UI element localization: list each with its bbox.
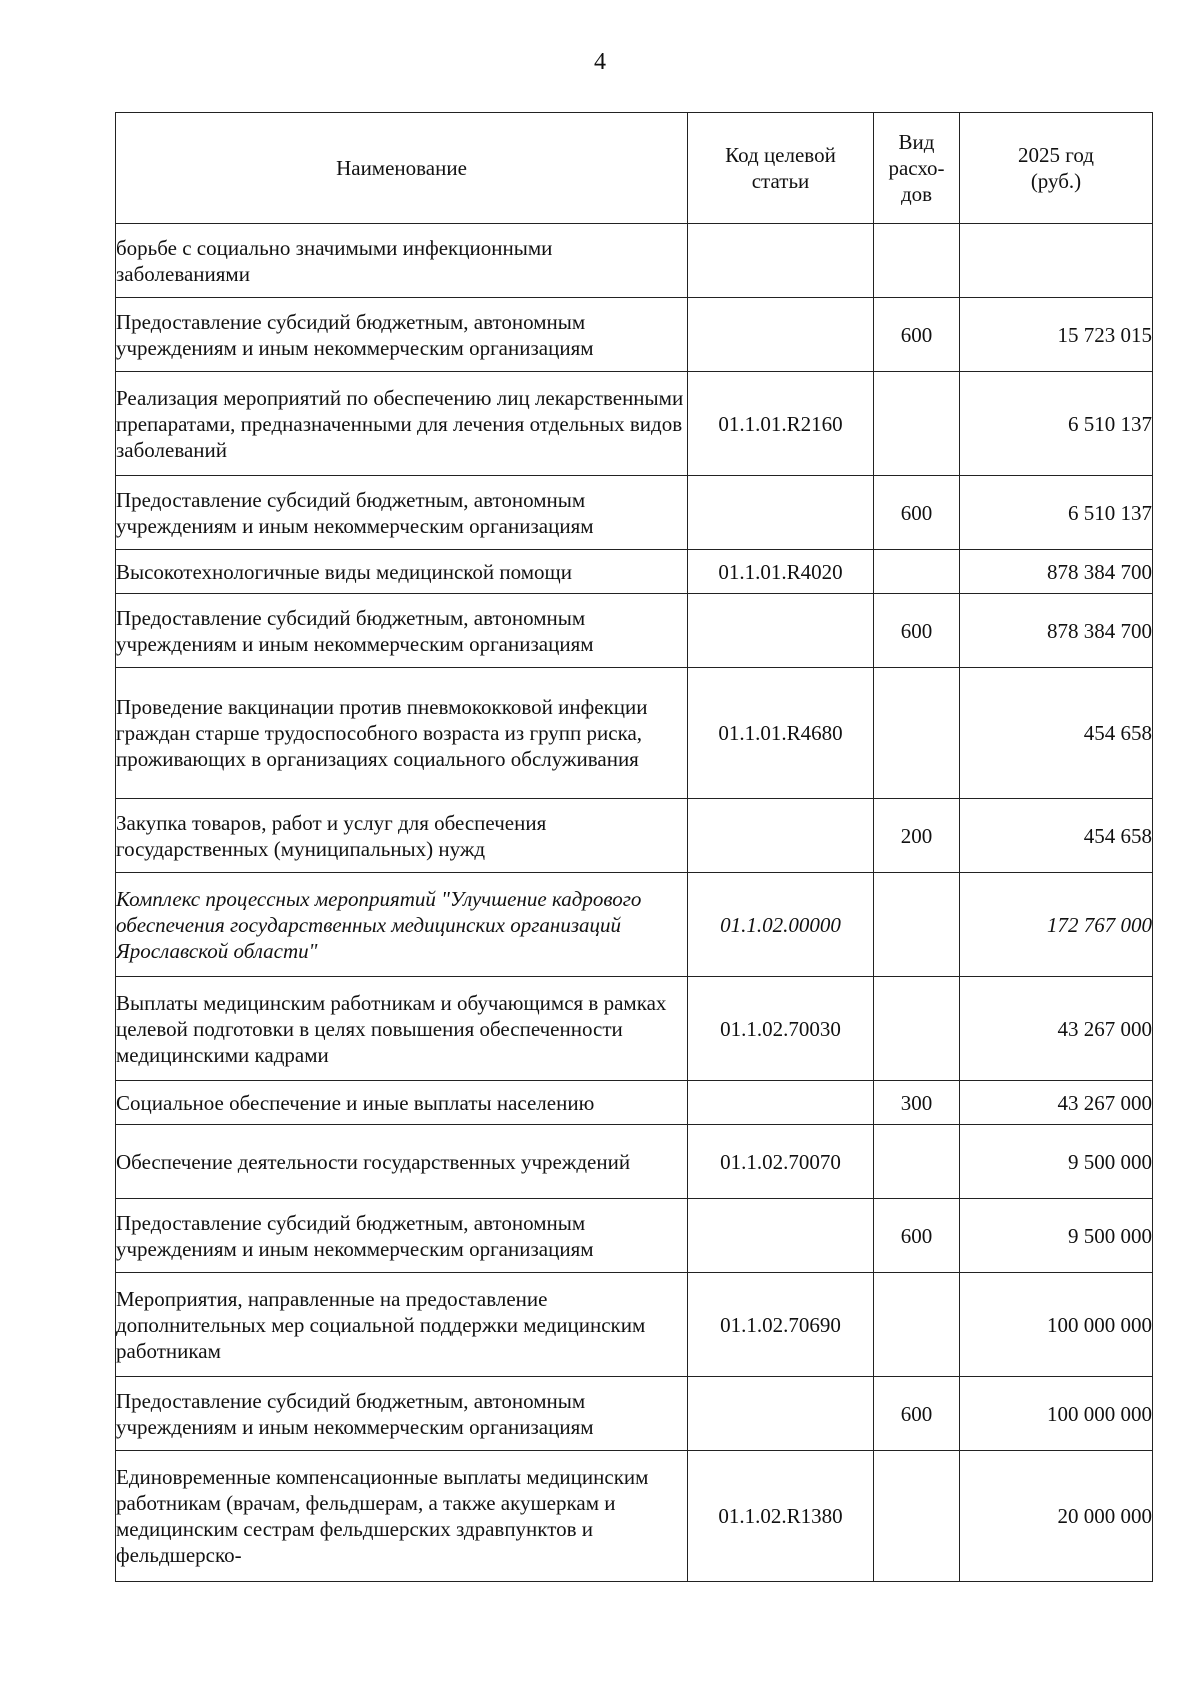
cell-code [688,298,874,372]
table-row [116,224,1153,298]
cell-code: 01.1.01.R4680 [688,668,874,799]
cell-code: 01.1.02.00000 [688,873,874,977]
header-amount: 2025 год (руб.) [960,113,1153,224]
cell-amount: 454 658 [960,799,1153,873]
cell-code: 01.1.02.70690 [688,1273,874,1377]
cell-type [874,1125,960,1199]
cell-type: 300 [874,1081,960,1125]
table-body [116,224,1153,1582]
cell-code [688,476,874,550]
cell-name: Закупка товаров, работ и услуг для обеспечения государственных (муниципальных) нужд [116,799,688,873]
cell-amount: 454 658 [960,668,1153,799]
cell-amount: 43 267 000 [960,977,1153,1081]
cell-code [688,224,874,298]
cell-type [874,668,960,799]
cell-name: Мероприятия, направленные на предоставление дополнительных мер социальной поддержки медицинским работникам [116,1273,688,1377]
cell-amount: 100 000 000 [960,1377,1153,1451]
cell-code [688,1199,874,1273]
cell-code [688,1081,874,1125]
header-code: Код целевой статьи [688,113,874,224]
cell-code [688,594,874,668]
cell-code [688,799,874,873]
table-row [116,799,1153,873]
cell-type [874,1273,960,1377]
table-row [116,372,1153,476]
cell-type [874,224,960,298]
cell-name: борьбе с социально значимыми инфекционными заболеваниями [116,224,688,298]
header-type: Вид расхо-дов [874,113,960,224]
cell-amount: 9 500 000 [960,1199,1153,1273]
table-header-row [116,113,1153,224]
cell-code: 01.1.02.R1380 [688,1451,874,1582]
cell-name: Реализация мероприятий по обеспечению лиц лекарственными препаратами, предназначенными для лечения отдельных видов заболеваний [116,372,688,476]
cell-code: 01.1.02.70070 [688,1125,874,1199]
cell-code: 01.1.02.70030 [688,977,874,1081]
cell-type: 600 [874,1377,960,1451]
table-row [116,594,1153,668]
cell-type: 600 [874,594,960,668]
cell-name: Предоставление субсидий бюджетным, автономным учреждениям и иным некоммерческим организациям [116,298,688,372]
table-row [116,1273,1153,1377]
cell-amount: 878 384 700 [960,550,1153,594]
table-row [116,1081,1153,1125]
cell-type [874,372,960,476]
cell-type: 200 [874,799,960,873]
header-name: Наименование [116,113,688,224]
cell-name: Предоставление субсидий бюджетным, автономным учреждениям и иным некоммерческим организациям [116,1377,688,1451]
table-row [116,1125,1153,1199]
table-row [116,1199,1153,1273]
cell-name: Предоставление субсидий бюджетным, автономным учреждениям и иным некоммерческим организациям [116,1199,688,1273]
table-row [116,550,1153,594]
cell-type: 600 [874,476,960,550]
cell-amount: 100 000 000 [960,1273,1153,1377]
cell-amount: 878 384 700 [960,594,1153,668]
cell-amount: 15 723 015 [960,298,1153,372]
table-row [116,476,1153,550]
cell-amount [960,224,1153,298]
cell-type [874,550,960,594]
cell-type [874,977,960,1081]
table-row [116,298,1153,372]
table-row [116,1377,1153,1451]
cell-amount: 6 510 137 [960,372,1153,476]
page-number: 4 [594,49,606,75]
cell-name: Социальное обеспечение и иные выплаты населению [116,1081,688,1125]
cell-name: Предоставление субсидий бюджетным, автономным учреждениям и иным некоммерческим организациям [116,594,688,668]
cell-code: 01.1.01.R2160 [688,372,874,476]
cell-name: Единовременные компенсационные выплаты медицинским работникам (врачам, фельдшерам, а также акушеркам и медицинским сестрам фельдшерских здравпунктов и фельдшерско- [116,1451,688,1582]
cell-name: Комплекс процессных мероприятий "Улучшение кадрового обеспечения государственных медицинских организаций Ярославской области" [116,873,688,977]
cell-type: 600 [874,1199,960,1273]
table-row [116,977,1153,1081]
cell-type [874,1451,960,1582]
cell-name: Проведение вакцинации против пневмококковой инфекции граждан старше трудоспособного возраста из групп риска, проживающих в организациях социального обслуживания [116,668,688,799]
table-row [116,1451,1153,1582]
cell-code [688,1377,874,1451]
table-row [116,668,1153,799]
cell-name: Выплаты медицинским работникам и обучающимся в рамках целевой подготовки в целях повышения обеспеченности медицинскими кадрами [116,977,688,1081]
table-row [116,873,1153,977]
cell-amount: 20 000 000 [960,1451,1153,1582]
budget-table [115,112,1153,1582]
cell-code: 01.1.01.R4020 [688,550,874,594]
cell-name: Предоставление субсидий бюджетным, автономным учреждениям и иным некоммерческим организациям [116,476,688,550]
cell-amount: 43 267 000 [960,1081,1153,1125]
cell-amount: 6 510 137 [960,476,1153,550]
cell-amount: 9 500 000 [960,1125,1153,1199]
cell-type [874,873,960,977]
cell-amount: 172 767 000 [960,873,1153,977]
cell-name: Обеспечение деятельности государственных учреждений [116,1125,688,1199]
cell-type: 600 [874,298,960,372]
cell-name: Высокотехнологичные виды медицинской помощи [116,550,688,594]
